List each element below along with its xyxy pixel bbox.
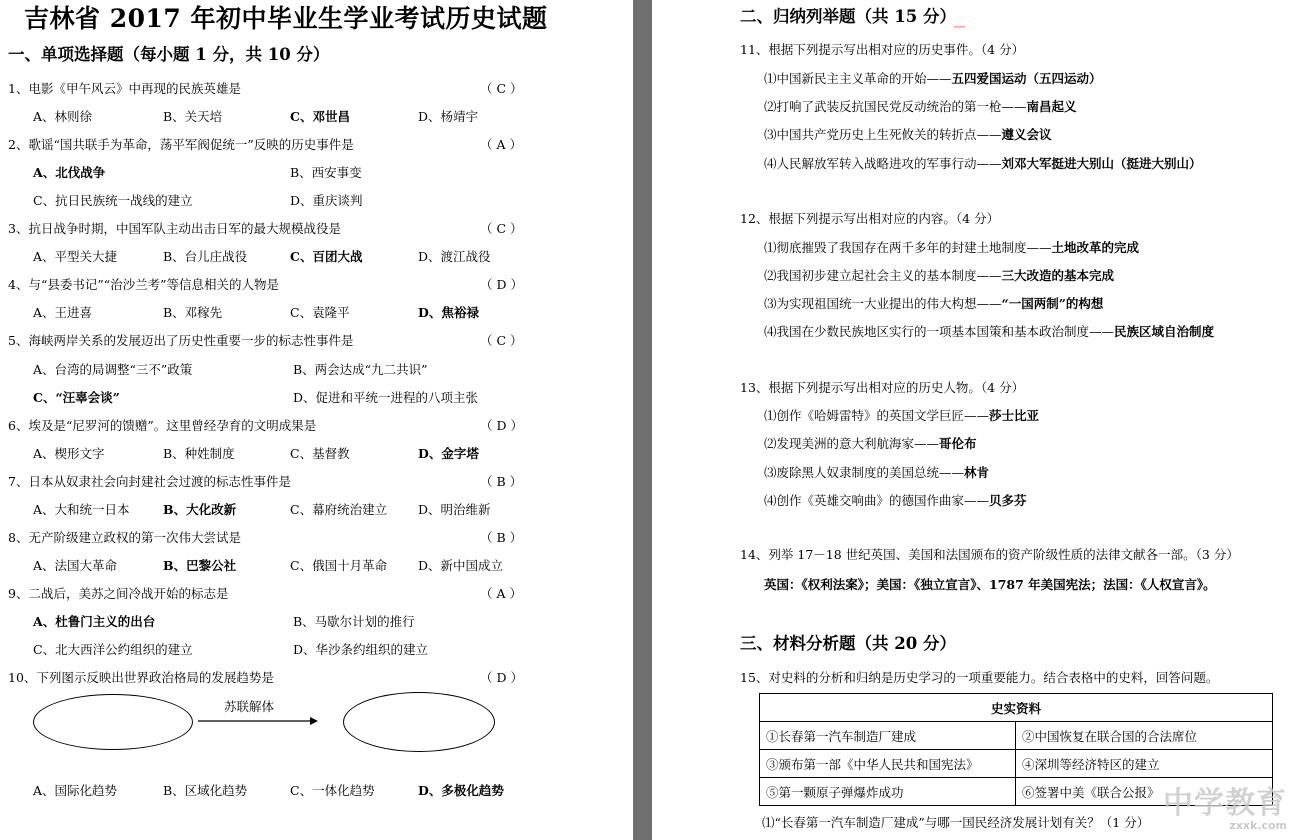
answer-option: D、多极化趋势 — [418, 783, 504, 798]
answer-key: （ B ） — [480, 530, 523, 545]
answer-key: （ D ） — [480, 670, 523, 685]
left-page — [0, 0, 633, 840]
question-stem: 3、抗日战争时期，中国军队主动出击日军的最大规模战役是 — [8, 221, 341, 236]
world-pattern-after-ellipse — [343, 692, 495, 752]
question-stem: 5、海峡两岸关系的发展迈出了历史性重要一步的标志性事件是 — [8, 333, 354, 348]
table-header: 史实资料 — [760, 694, 1273, 722]
question-stem: 1、电影《甲午风云》中再现的民族英雄是 — [8, 81, 241, 96]
item-answer: 土地改革的完成 — [1051, 240, 1140, 255]
item-prompt: ⑶为实现祖国统一大业提出的伟大构想—— — [764, 296, 1002, 311]
answer-option: B、台儿庄战役 — [163, 249, 248, 264]
item-prompt: ⑴创作《哈姆雷特》的英国文学巨匠—— — [764, 408, 990, 423]
answer-key: （ C ） — [480, 81, 523, 96]
world-pattern-before-ellipse — [33, 694, 193, 750]
item-answer: 五四爱国运动（五四运动） — [951, 71, 1102, 86]
answer-option: D、渡江战役 — [418, 249, 491, 264]
list-item — [764, 127, 1052, 143]
item-prompt: ⑷我国在少数民族地区实行的一项基本国策和基本政治制度—— — [764, 324, 1115, 339]
right-page — [652, 0, 1297, 840]
answer-option: C、基督教 — [290, 446, 350, 461]
item-prompt: ⑵打响了武装反抗国民党反动统治的第一枪—— — [764, 99, 1027, 114]
answer-key: （ A ） — [480, 586, 522, 601]
list-item — [764, 268, 1114, 284]
arrow-icon — [196, 714, 320, 728]
item-answer: 三大改造的基本完成 — [1001, 268, 1115, 283]
watermark-logo — [1163, 788, 1287, 832]
item-prompt: ⑷创作《英雄交响曲》的德国作曲家—— — [764, 493, 990, 508]
item-answer: “一国两制”的构想 — [1001, 296, 1104, 311]
answer-key: （ D ） — [480, 418, 523, 433]
list-item — [764, 296, 1103, 312]
item-answer: 哥伦布 — [939, 436, 977, 451]
answer-key: （ C ） — [480, 333, 523, 348]
answer-option: C、“汪辜会谈” — [33, 390, 120, 405]
answer-option: B、两会达成“九二共识” — [293, 362, 428, 377]
answer-key: （ A ） — [480, 137, 522, 152]
question-stem: 7、日本从奴隶社会向封建社会过渡的标志性事件是 — [8, 474, 291, 489]
item-prompt: ⑵我国初步建立起社会主义的基本制度—— — [764, 268, 1002, 283]
answer-option: B、种姓制度 — [163, 446, 235, 461]
answer-option: C、幕府统治建立 — [290, 502, 388, 517]
answer-option: C、袁隆平 — [290, 305, 350, 320]
table-row — [760, 722, 1273, 750]
answer-option: B、巴黎公社 — [163, 558, 237, 573]
answer-option: D、新中国成立 — [418, 558, 504, 573]
item-prompt: ⑴彻底摧毁了我国存在两千多年的封建土地制度—— — [764, 240, 1052, 255]
item-prompt: ⑶废除黑人奴隶制度的美国总统—— — [764, 465, 965, 480]
diagram-label: 苏联解体 — [224, 699, 275, 714]
question-stem: 6、埃及是“尼罗河的馈赠”。这里曾经孕育的文明成果是 — [8, 418, 317, 433]
question-stem: 10、下列图示反映出世界政治格局的发展趋势是 — [8, 670, 274, 685]
answer-option: D、金字塔 — [418, 446, 479, 461]
item-answer: 莎士比亚 — [989, 408, 1040, 423]
table-cell: ⑤第一颗原子弹爆炸成功 — [760, 778, 1016, 806]
list-item — [764, 240, 1139, 256]
answer-option: D、明治维新 — [418, 502, 491, 517]
list-item — [764, 408, 1039, 424]
item-answer: 林肯 — [964, 465, 990, 480]
item-answer: 刘邓大军挺进大别山（挺进大别山） — [1001, 156, 1202, 171]
q15-sub1: ⑴“长春第一汽车制造厂建成”与哪一国民经济发展计划有关？（1 分） — [762, 815, 1150, 830]
answer-key: （ D ） — [480, 277, 523, 292]
q14-stem: 14、列举 17－18 世纪英国、美国和法国颁布的资产阶级性质的法律文献各一部。（3 分） — [740, 547, 1239, 562]
q14-answer: 英国：《权利法案》；美国：《独立宣言》、1787 年美国宪法；法国：《人权宣言》。 — [764, 577, 1216, 592]
answer-option: C、邓世昌 — [290, 109, 350, 124]
list-item — [764, 156, 1202, 172]
table-cell: ⑥签署中美《联合公报》 — [1016, 778, 1273, 806]
q11-stem: 11、根据下列提示写出相对应的历史事件。（4 分） — [740, 42, 1025, 57]
squiggle-mark-icon: ﹏ — [954, 16, 965, 29]
answer-option: C、北大西洋公约组织的建立 — [33, 642, 193, 657]
answer-option: D、焦裕禄 — [418, 305, 479, 320]
item-answer: 遵义会议 — [1001, 127, 1052, 142]
table-row — [760, 750, 1273, 778]
question-stem: 9、二战后，美苏之间冷战开始的标志是 — [8, 586, 229, 601]
item-answer: 民族区域自治制度 — [1114, 324, 1215, 339]
answer-option: D、重庆谈判 — [290, 193, 363, 208]
q13-stem: 13、根据下列提示写出相对应的历史人物。（4 分） — [740, 380, 1025, 395]
answer-option: A、王进喜 — [33, 305, 93, 320]
item-answer: 南昌起义 — [1026, 99, 1077, 114]
item-prompt: ⑴中国新民主主义革命的开始—— — [764, 71, 952, 86]
answer-option: A、北伐战争 — [33, 165, 106, 180]
question-stem: 2、歌谣“国共联手为革命，荡平军阀促统一”反映的历史事件是 — [8, 137, 354, 152]
answer-option: B、马歇尔计划的推行 — [293, 614, 415, 629]
answer-option: B、关天培 — [163, 109, 223, 124]
list-item — [764, 324, 1214, 340]
watermark-site: zxxk.com — [1229, 819, 1287, 832]
answer-option: A、林则徐 — [33, 109, 93, 124]
question-stem: 8、无产阶级建立政权的第一次伟大尝试是 — [8, 530, 241, 545]
answer-option: B、西安事变 — [290, 165, 362, 180]
answer-option: A、法国大革命 — [33, 558, 118, 573]
answer-option: C、一体化趋势 — [290, 783, 375, 798]
table-cell: ④深圳等经济特区的建立 — [1016, 750, 1273, 778]
exam-title: 吉林省 2017 年初中毕业生学业考试历史试题 — [24, 4, 548, 33]
list-item — [764, 465, 989, 481]
q15-stem: 15、对史料的分析和归纳是历史学习的一项重要能力。结合表格中的史料，回答问题。 — [740, 670, 1219, 685]
table-cell: ②中国恢复在联合国的合法席位 — [1016, 722, 1273, 750]
answer-option: C、俄国十月革命 — [290, 558, 388, 573]
section-1-heading: 一、单项选择题（每小题 1 分，共 10 分） — [8, 45, 330, 64]
answer-option: B、邓稼先 — [163, 305, 223, 320]
answer-option: B、区域化趋势 — [163, 783, 248, 798]
list-item — [764, 493, 1027, 509]
list-item — [764, 71, 1102, 87]
section-3-heading: 三、材料分析题（共 20 分） — [740, 634, 956, 653]
item-answer: 贝多芬 — [989, 493, 1027, 508]
section-2-heading: 二、归纳列举题（共 15 分） — [740, 7, 956, 26]
item-prompt: ⑶中国共产党历史上生死攸关的转折点—— — [764, 127, 1002, 142]
answer-option: C、百团大战 — [290, 249, 363, 264]
list-item — [764, 99, 1077, 115]
answer-key: （ C ） — [480, 221, 523, 236]
answer-option: D、促进和平统一进程的八项主张 — [293, 390, 479, 405]
answer-option: A、杜鲁门主义的出台 — [33, 614, 156, 629]
answer-option: A、大和统一日本 — [33, 502, 130, 517]
watermark-main: 中学教育 — [1163, 786, 1287, 821]
answer-option: C、抗日民族统一战线的建立 — [33, 193, 193, 208]
list-item — [764, 436, 977, 452]
answer-option: D、华沙条约组织的建立 — [293, 642, 429, 657]
answer-key: （ B ） — [480, 474, 523, 489]
answer-option: A、国际化趋势 — [33, 783, 118, 798]
q12-stem: 12、根据下列提示写出相对应的内容。（4 分） — [740, 211, 1000, 226]
table-cell: ①长春第一汽车制造厂建成 — [760, 722, 1016, 750]
answer-option: A、台湾的局调整“三不”政策 — [33, 362, 193, 377]
item-prompt: ⑵发现美洲的意大利航海家—— — [764, 436, 940, 451]
answer-option: A、楔形文字 — [33, 446, 105, 461]
question-stem: 4、与“县委书记”“治沙兰考”等信息相关的人物是 — [8, 277, 280, 292]
answer-option: A、平型关大捷 — [33, 249, 118, 264]
table-cell: ③颁布第一部《中华人民共和国宪法》 — [760, 750, 1016, 778]
answer-option: D、杨靖宇 — [418, 109, 479, 124]
answer-option: B、大化改新 — [163, 502, 237, 517]
item-prompt: ⑷人民解放军转入战略进攻的军事行动—— — [764, 156, 1002, 171]
